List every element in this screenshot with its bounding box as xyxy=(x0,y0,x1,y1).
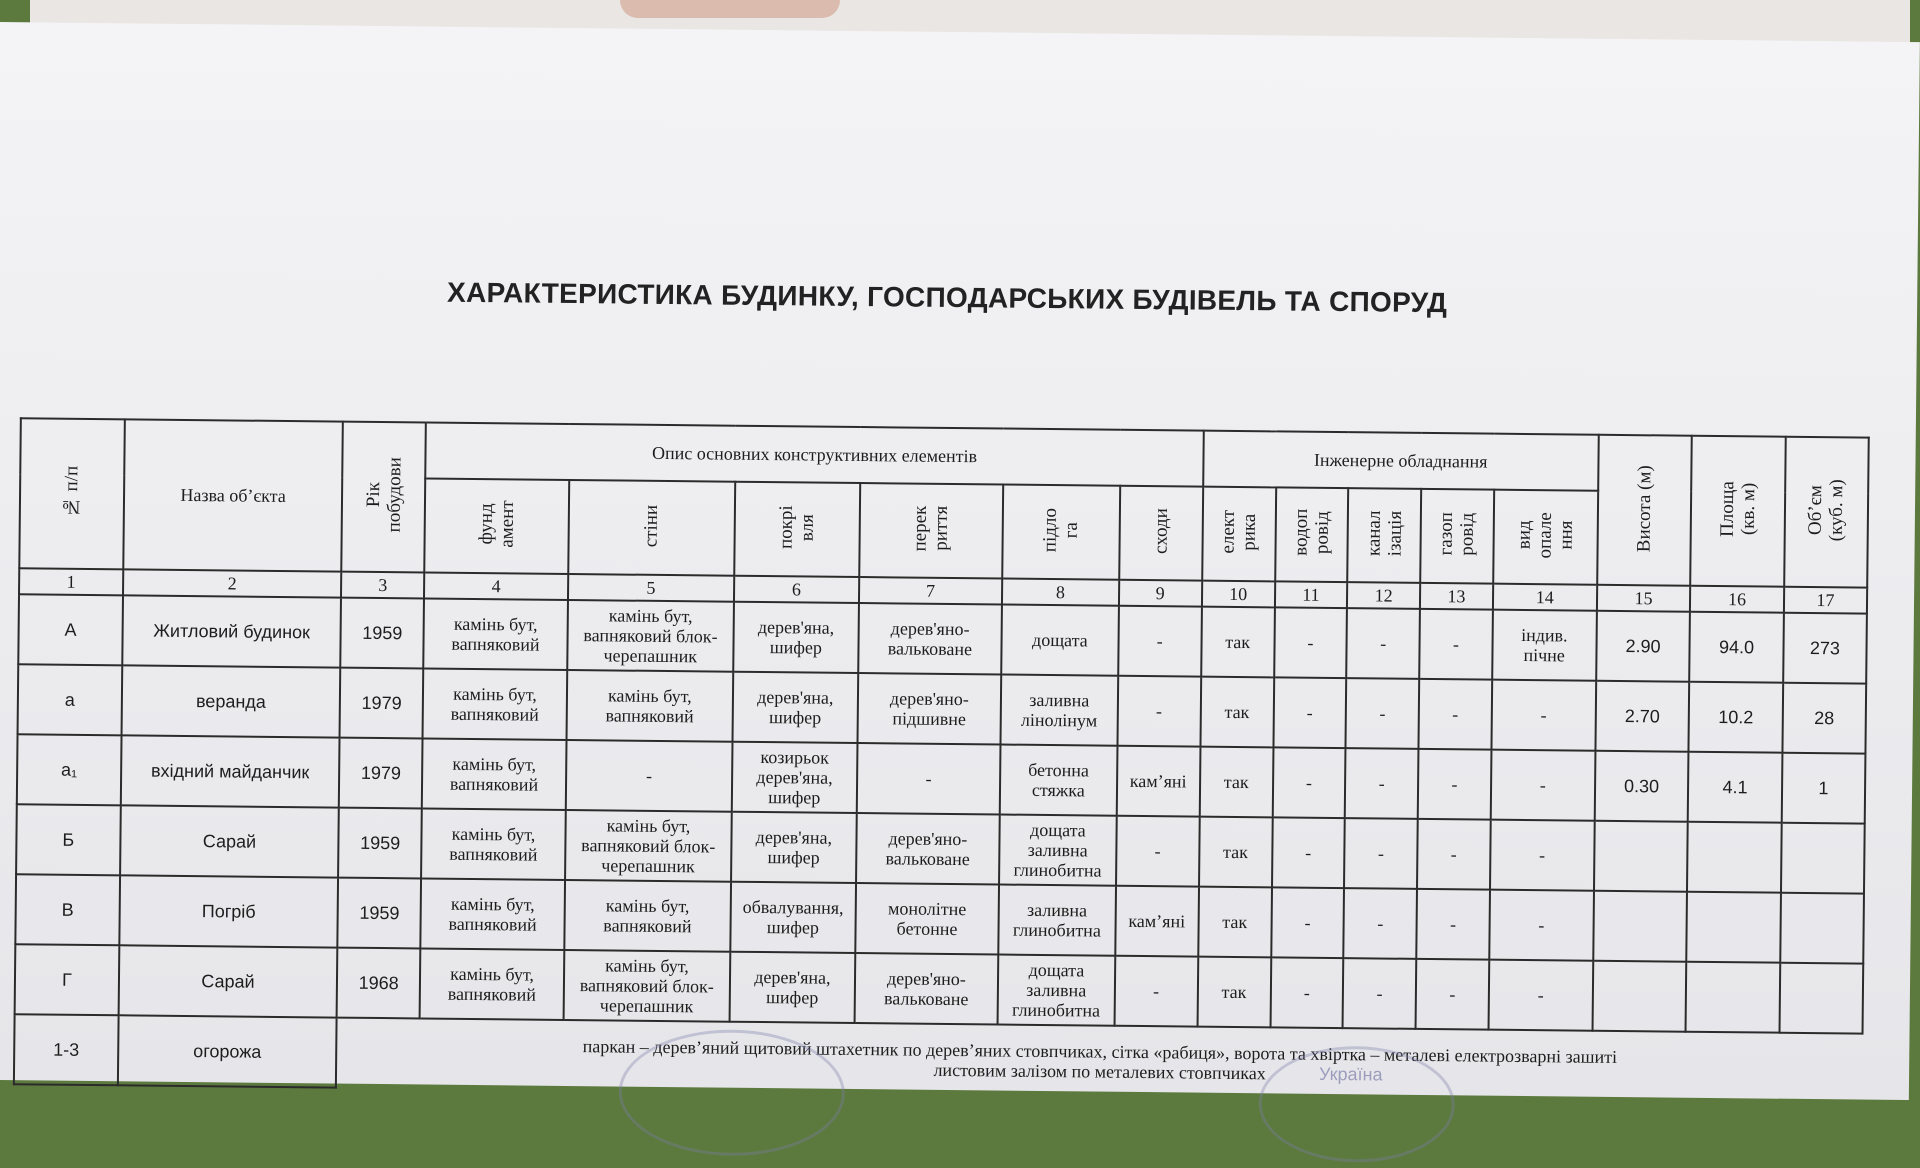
header-electric: елект рика xyxy=(1202,487,1276,582)
col-number: 13 xyxy=(1420,583,1493,610)
header-ceiling: перек риття xyxy=(859,483,1003,578)
cell-sewer: - xyxy=(1343,958,1416,1029)
cell-heating: - xyxy=(1490,820,1595,891)
cell-year: 1968 xyxy=(337,948,421,1019)
cell-sewer: - xyxy=(1346,608,1419,679)
cell-roof: дерев'яна, шифер xyxy=(733,602,858,673)
cell-volume: 28 xyxy=(1782,683,1866,754)
fence-description: паркан – дерев’яний щитовий штахетник по дерев’яних стовпчиках, сітка «рабиця», ворота та хвіртка – металеві електрозварні зашиті листовим залізом по металевих стовпчиках xyxy=(336,1018,1862,1104)
cell-foundation: камінь бут, вапняковий xyxy=(422,738,566,809)
cell-stairs: - xyxy=(1118,606,1202,677)
stamp-text: Україна xyxy=(1318,1063,1383,1085)
cell-foundation: камінь бут, вапняковий xyxy=(421,878,565,949)
cell-heating: - xyxy=(1489,890,1594,961)
cell-gas: - xyxy=(1418,679,1491,750)
header-constructive: Опис основних конструктивних елементів xyxy=(426,422,1204,486)
cell-volume xyxy=(1779,963,1863,1034)
cell-name: веранда xyxy=(121,665,340,737)
header-name: Назва об’єкта xyxy=(123,419,343,571)
col-number: 7 xyxy=(859,577,1003,605)
cell-sewer: - xyxy=(1344,818,1417,889)
cell-height: 2.90 xyxy=(1596,611,1690,682)
cell-electric: так xyxy=(1200,677,1273,748)
header-foundation: фунд амент xyxy=(425,478,569,573)
finger xyxy=(620,0,840,18)
cell-heating: індив. пічне xyxy=(1492,610,1597,681)
header-stairs: сходи xyxy=(1119,486,1203,581)
cell-name: Житловий будинок xyxy=(122,595,341,667)
cell-foundation: камінь бут, вапняковий xyxy=(423,668,567,739)
cell-stairs: - xyxy=(1114,956,1198,1027)
cell-year: 1959 xyxy=(338,808,422,879)
col-number: 12 xyxy=(1347,582,1420,609)
cell-water: - xyxy=(1271,887,1344,958)
cell-walls: камінь бут, вапняковий блок- черепашник xyxy=(565,810,732,882)
header-engineering: Інженерне обладнання xyxy=(1203,431,1599,491)
cell-electric: так xyxy=(1198,887,1271,958)
cell-floor: дощата заливна глинобитна xyxy=(998,955,1115,1026)
cell-water: - xyxy=(1272,817,1345,888)
header-floor: підло га xyxy=(1002,485,1119,580)
col-number: 10 xyxy=(1202,581,1275,608)
cell-volume: 1 xyxy=(1781,753,1865,824)
cell-heating: - xyxy=(1490,750,1595,821)
cell-no: Б xyxy=(16,804,121,875)
cell-area: 4.1 xyxy=(1688,752,1782,823)
cell-no: Г xyxy=(15,944,120,1015)
document-page xyxy=(0,22,1920,1100)
cell-height: 2.70 xyxy=(1595,681,1689,752)
cell-volume xyxy=(1780,893,1864,964)
col-number: 16 xyxy=(1690,586,1784,613)
header-volume: Об’єм (куб. м) xyxy=(1784,437,1869,588)
cell-ceiling: - xyxy=(856,743,1000,814)
col-number: 14 xyxy=(1493,584,1597,611)
col-number: 1 xyxy=(19,568,123,595)
cell-ceiling: дерев'яно- вальковане xyxy=(854,953,998,1024)
cell-walls: камінь бут, вапняковий блок- черепашник xyxy=(567,600,734,672)
cell-foundation: камінь бут, вапняковий xyxy=(421,808,565,879)
cell-name: Погріб xyxy=(119,875,338,947)
cell-water: - xyxy=(1272,747,1345,818)
cell-walls: камінь бут, вапняковий блок- черепашник xyxy=(563,950,730,1022)
cell-foundation: камінь бут, вапняковий xyxy=(424,598,568,669)
cell-ceiling: монолітне бетонне xyxy=(855,883,999,954)
stamp-left xyxy=(618,1029,845,1157)
buildings-table xyxy=(13,417,1870,1104)
cell-height xyxy=(1592,961,1686,1032)
col-number: 15 xyxy=(1597,585,1691,612)
col-number: 11 xyxy=(1274,581,1347,608)
cell-electric: так xyxy=(1199,747,1272,818)
cell-roof: дерев'яна, шифер xyxy=(731,812,856,883)
header-water: водоп ровід xyxy=(1275,487,1349,582)
table-body xyxy=(15,594,1867,1033)
cell-stairs: кам’яні xyxy=(1116,746,1200,817)
cell-gas: - xyxy=(1416,959,1489,1030)
cell-foundation: камінь бут, вапняковий xyxy=(420,948,564,1019)
cell-ceiling: дерев'яно- вальковане xyxy=(858,603,1002,674)
header-roof: покрі вля xyxy=(734,482,860,577)
cell-gas: - xyxy=(1416,889,1489,960)
cell-height xyxy=(1594,821,1688,892)
cell-walls: - xyxy=(566,740,733,812)
cell-area: 94.0 xyxy=(1689,612,1783,683)
cell-floor: бетонна стяжка xyxy=(1000,745,1117,816)
col-number: 3 xyxy=(341,572,424,599)
cell-no: А xyxy=(18,594,123,665)
cell-water: - xyxy=(1274,607,1347,678)
header-no: № п/п xyxy=(19,418,124,569)
cell-name: вхідний майданчик xyxy=(121,735,340,807)
page-title: ХАРАКТЕРИСТИКА БУДИНКУ, ГОСПОДАРСЬКИХ БУДІВЕЛЬ ТА СПОРУД xyxy=(446,276,1448,319)
cell-no: В xyxy=(15,874,120,945)
cell-year: 1959 xyxy=(340,598,424,669)
cell-walls: камінь бут, вапняковий xyxy=(564,880,731,952)
stamp-right xyxy=(1258,1045,1455,1163)
cell-heating: - xyxy=(1488,960,1593,1031)
cell-height: 0.30 xyxy=(1594,751,1688,822)
col-number: 2 xyxy=(123,569,342,597)
header-area: Площа (кв. м) xyxy=(1690,436,1785,587)
cell-electric: так xyxy=(1199,817,1272,888)
cell-sewer: - xyxy=(1345,748,1418,819)
col-number: 4 xyxy=(424,572,568,600)
cell-year: 1979 xyxy=(340,668,424,739)
cell-ceiling: дерев'яно- підшивне xyxy=(857,673,1001,744)
cell-ceiling: дерев'яно- вальковане xyxy=(856,813,1000,884)
cell-stairs: кам’яні xyxy=(1115,886,1199,957)
header-year: Рік побудови xyxy=(341,422,426,573)
cell-roof: дерев'яна, шифер xyxy=(730,952,855,1023)
cell-height xyxy=(1593,891,1687,962)
cell-water: - xyxy=(1273,677,1346,748)
cell-stairs: - xyxy=(1116,816,1200,887)
cell-floor: заливна лінолінум xyxy=(1001,675,1118,746)
header-heating: вид опале ння xyxy=(1493,490,1598,585)
cell-area xyxy=(1686,962,1780,1033)
col-number: 8 xyxy=(1002,579,1119,606)
cell-gas: - xyxy=(1419,609,1492,680)
cell-roof: козирьок дерев'яна, шифер xyxy=(732,742,857,813)
cell-sewer: - xyxy=(1346,678,1419,749)
header-sewer: канал ізація xyxy=(1347,488,1421,583)
cell-name: огорожа xyxy=(118,1015,337,1087)
cell-volume: 273 xyxy=(1783,613,1867,684)
col-number: 17 xyxy=(1784,587,1867,614)
cell-floor: дощата заливна глинобитна xyxy=(999,815,1116,886)
cell-no: а₁ xyxy=(17,734,122,805)
header-row-1 xyxy=(20,418,1868,493)
cell-name: Сарай xyxy=(120,805,339,877)
cell-sewer: - xyxy=(1344,888,1417,959)
cell-roof: обвалування, шифер xyxy=(730,882,855,953)
cell-gas: - xyxy=(1417,819,1490,890)
cell-name: Сарай xyxy=(119,945,338,1017)
cell-floor: дощата xyxy=(1001,605,1118,676)
cell-area: 10.2 xyxy=(1689,682,1783,753)
cell-area xyxy=(1687,822,1781,893)
cell-electric: так xyxy=(1197,957,1270,1028)
cell-no: а xyxy=(18,664,123,735)
cell-water: - xyxy=(1270,957,1343,1028)
cell-gas: - xyxy=(1418,749,1491,820)
cell-walls: камінь бут, вапняковий xyxy=(566,670,733,742)
header-height: Висота (м) xyxy=(1597,435,1692,586)
col-number: 9 xyxy=(1118,580,1201,607)
col-number: 6 xyxy=(734,576,859,603)
cell-stairs: - xyxy=(1117,676,1201,747)
cell-year: 1959 xyxy=(337,878,421,949)
cell-floor: заливна глинобитна xyxy=(998,885,1115,956)
cell-year: 1979 xyxy=(339,738,423,809)
cell-electric: так xyxy=(1201,607,1274,678)
cell-roof: дерев'яна, шифер xyxy=(733,672,858,743)
cell-volume xyxy=(1781,823,1865,894)
col-number: 5 xyxy=(568,574,735,602)
header-gas: газоп ровід xyxy=(1420,489,1494,584)
cell-area xyxy=(1687,892,1781,963)
cell-heating: - xyxy=(1491,680,1596,751)
header-walls: стіни xyxy=(568,480,735,576)
cell-no: 1-3 xyxy=(14,1014,119,1085)
